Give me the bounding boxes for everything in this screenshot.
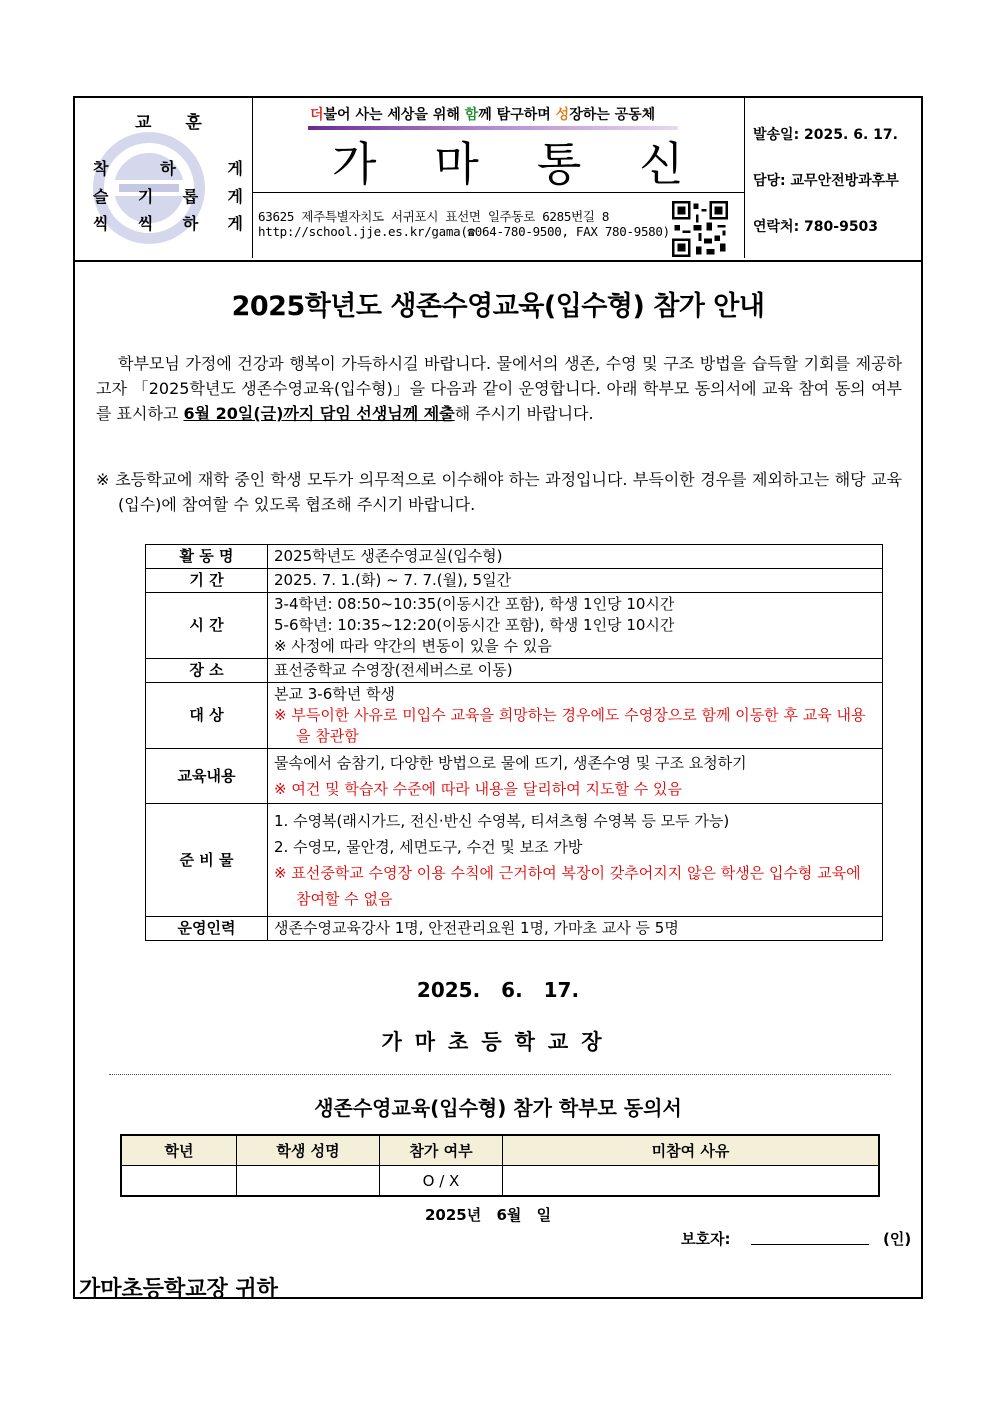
table-header-row <box>121 1135 879 1166</box>
notice-date: 2025. 6. 17. <box>416 978 580 1002</box>
issue-meta <box>744 98 921 258</box>
newsletter-page <box>73 96 923 1302</box>
place-value: 표선중학교 수영장(전세버스로 이동) <box>268 659 883 683</box>
table-row <box>146 749 883 804</box>
participation-header: 참가 여부 <box>380 1135 503 1166</box>
prep-value: 1. 수영복(래시가드, 전신·반신 수영복, 티셔츠형 수영복 등 모두 가능) 2. 수영모, 물안경, 세면도구, 수건 및 보조 가방 ※ 표선중학교 수영장 이용 수칙에 근거하여 복장이 갖추어지지 않은 학생은 입수형 교육에 참여할 수 없음 <box>268 804 883 917</box>
content-label: 교육내용 <box>146 749 268 804</box>
contact-number: 연락처: 780-9503 <box>753 219 879 235</box>
student-name-cell[interactable] <box>237 1166 380 1197</box>
absence-reason-header: 미참여 사유 <box>503 1135 880 1166</box>
school-slogan: 더불어 사는 세상을 위해 함께 탐구하며 성장하는 공동체 <box>310 107 656 123</box>
motto-line-2: 슬 기 롭 게 <box>93 187 243 206</box>
staff-label: 운영인력 <box>146 917 268 941</box>
grade-header: 학년 <box>121 1135 237 1166</box>
school-contact-line[interactable]: http://school.jje.es.kr/gama(☎064-780-9500, FAX 780-9580) <box>258 224 670 239</box>
motto-title: 교 훈 <box>135 113 216 133</box>
masthead <box>252 98 745 258</box>
school-address: 63625 제주특별자치도 서귀포시 표선면 일주동로 6285번길 8 <box>258 209 610 224</box>
program-info-table <box>145 544 883 941</box>
page-title: 2025학년도 생존수영교육(입수형) 참가 안내 <box>231 291 765 322</box>
cut-line <box>109 1074 891 1075</box>
table-row <box>146 569 883 593</box>
guardian-signature-line[interactable] <box>751 1244 869 1245</box>
consent-table <box>120 1134 880 1197</box>
qr-code-icon[interactable] <box>672 201 728 257</box>
staff-value: 생존수영교육강사 1명, 안전관리요원 1명, 가마초 교사 등 5명 <box>268 917 883 941</box>
activity-value: 2025학년도 생존수영교실(입수형) <box>268 545 883 569</box>
motto-line-3: 씩 씩 하 게 <box>93 214 243 233</box>
mandatory-note: ※ 초등학교에 재학 중인 학생 모두가 의무적으로 이수해야 하는 과정입니다. 부득이한 경우를 제외하고는 해당 교육(입수)에 참여할 수 있도록 협조해 주시기 바랍니다. <box>96 470 902 514</box>
prep-label: 준 비 물 <box>146 804 268 917</box>
table-row <box>121 1166 879 1197</box>
place-label: 장 소 <box>146 659 268 683</box>
grade-cell[interactable] <box>121 1166 237 1197</box>
addressee: 가마초등학교장 귀하 <box>79 1277 278 1302</box>
department: 담당: 교무안전방과후부 <box>753 173 899 189</box>
table-row <box>146 917 883 941</box>
motto-line-1: 착 하 게 <box>93 159 243 178</box>
time-label: 시 간 <box>146 593 268 659</box>
issue-date: 발송일: 2025. 6. 17. <box>753 127 898 143</box>
intro-paragraph: 학부모님 가정에 건강과 행복이 가득하시길 바랍니다. 물에서의 생존, 수영 및 구조 방법을 습득할 기회를 제공하고자 「2025학년도 생존수영교육(입수형)」을 다음과 같이 운영합니다. 아래 학부모 동의서에 교육 참여 동의 여부를 표시하고 6월 20일(금)까지 담임 선생님께 제출해 주시기 바랍니다. <box>96 354 902 423</box>
submission-deadline: 6월 20일(금)까지 담임 선생님께 제출 <box>183 404 455 423</box>
guardian-label: 보호자: <box>681 1230 731 1248</box>
table-row <box>146 804 883 917</box>
time-value: 3-4학년: 08:50~10:35(이동시간 포함), 학생 1인당 10시간 5-6학년: 10:35~12:20(이동시간 포함), 학생 1인당 10시간 ※ 사정에 따라 약간의 변동이 있을 수 있음 <box>268 593 883 659</box>
period-value: 2025. 7. 1.(화) ~ 7. 7.(월), 5일간 <box>268 569 883 593</box>
address-box <box>252 192 744 259</box>
target-label: 대 상 <box>146 683 268 749</box>
participation-cell[interactable]: O / X <box>380 1166 503 1197</box>
principal-signature: 가마초등학교장 <box>381 1030 615 1054</box>
school-motto-box <box>75 98 253 258</box>
target-value: 본교 3-6학년 학생 ※ 부득이한 사유로 미입수 교육을 희망하는 경우에도 수영장으로 함께 이동한 후 교육 내용을 참관함 <box>268 683 883 749</box>
seal-mark: (인) <box>883 1230 912 1248</box>
consent-date: 2025년 6월 일 <box>425 1206 552 1224</box>
table-row <box>146 593 883 659</box>
activity-label: 활 동 명 <box>146 545 268 569</box>
student-name-header: 학생 성명 <box>237 1135 380 1166</box>
period-label: 기 간 <box>146 569 268 593</box>
table-row <box>146 659 883 683</box>
table-row <box>146 683 883 749</box>
newsletter-header <box>75 98 921 262</box>
table-row <box>146 545 883 569</box>
consent-form-title: 생존수영교육(입수형) 참가 학부모 동의서 <box>314 1096 682 1120</box>
content-value: 물속에서 숨참기, 다양한 방법으로 물에 뜨기, 생존수영 및 구조 요청하기 ※ 여건 및 학습자 수준에 따라 내용을 달리하여 지도할 수 있음 <box>268 749 883 804</box>
newsletter-title: 가마통신 <box>332 137 742 191</box>
absence-reason-cell[interactable] <box>503 1166 880 1197</box>
